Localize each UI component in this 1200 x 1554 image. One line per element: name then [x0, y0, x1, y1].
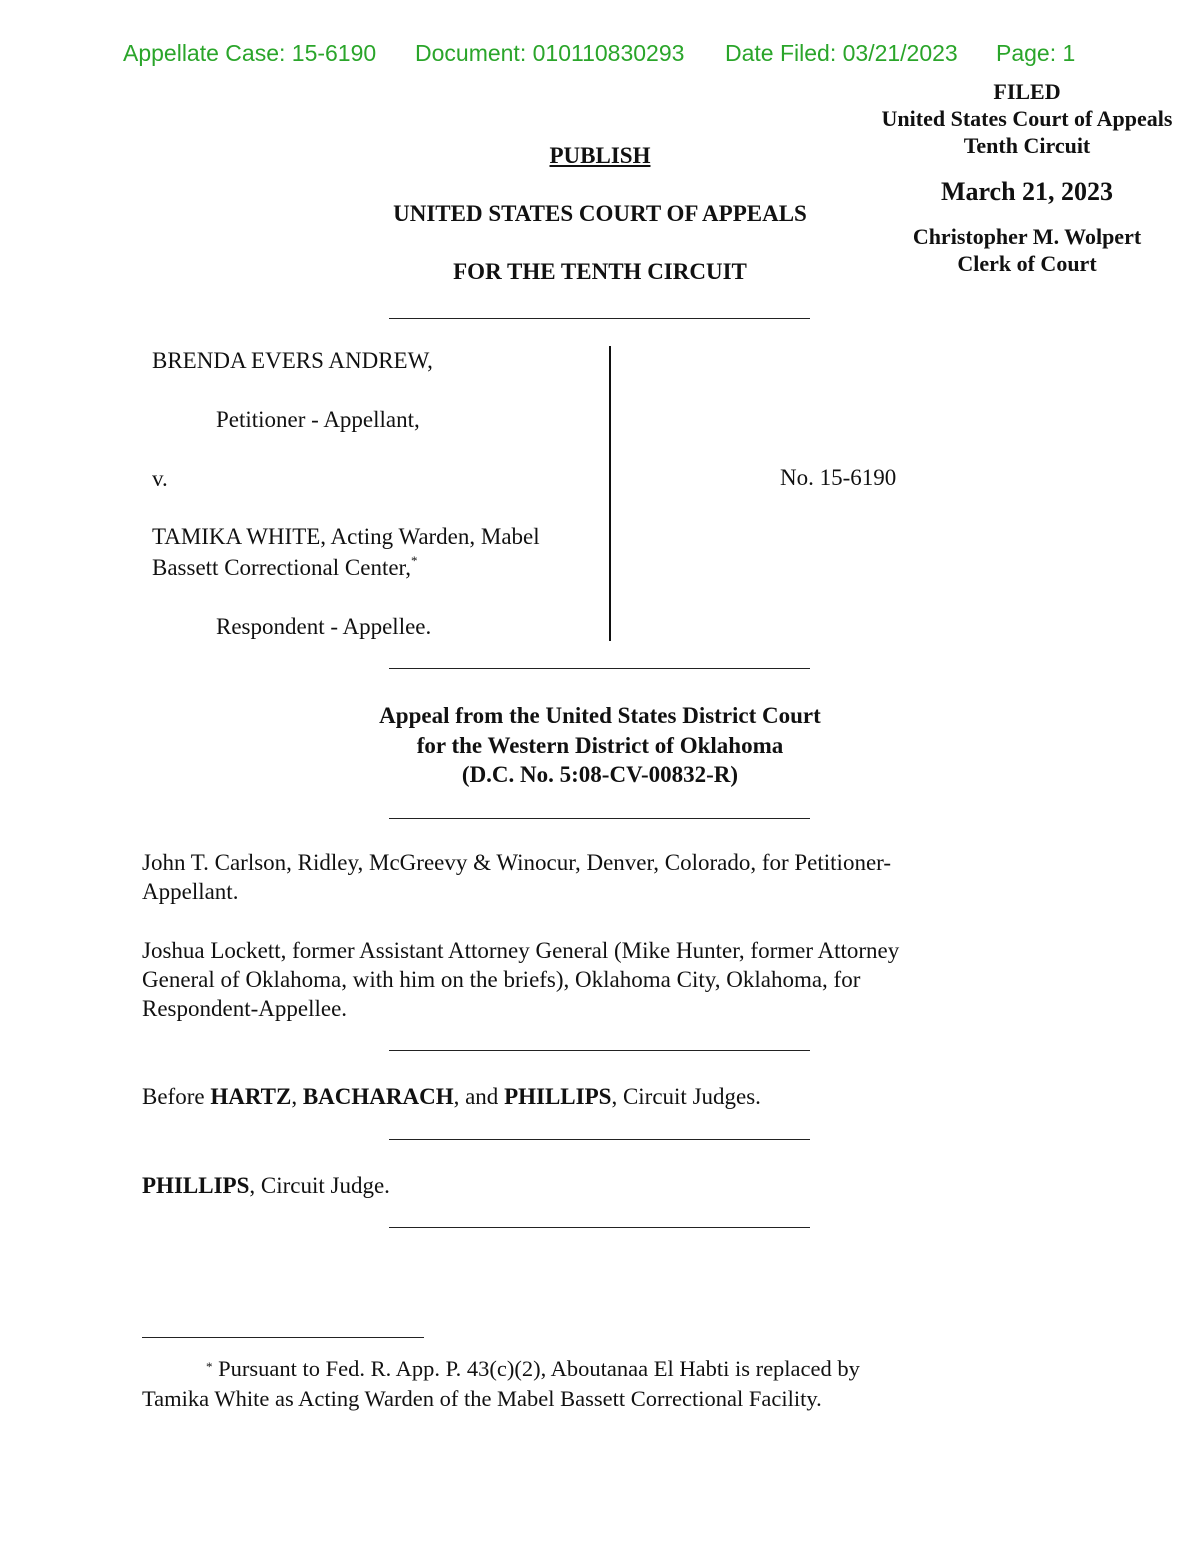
respondent-counsel-line3: Respondent-Appellee. [142, 996, 348, 1021]
filed-date: March 21, 2023 [940, 177, 1114, 206]
respondent-counsel-line1: Joshua Lockett, former Assistant Attorney General (Mike Hunter, former Attorney [142, 938, 900, 963]
judge-name: PHILLIPS [504, 1084, 612, 1109]
panel-suffix: , Circuit Judges. [611, 1084, 761, 1109]
appellate-case-number: Appellate Case: 15-6190 [123, 40, 377, 66]
circuit-heading: FOR THE TENTH CIRCUIT [453, 259, 747, 284]
publish-heading: PUBLISH [549, 143, 651, 168]
versus: v. [152, 466, 168, 491]
divider-rule [389, 1050, 810, 1051]
petitioner-counsel-line1: John T. Carlson, Ridley, McGreevy & Winocur, Denver, Colorado, for Petitioner- [142, 850, 892, 875]
divider-rule [389, 1139, 810, 1140]
respondent-role: Respondent - Appellee. [216, 614, 432, 639]
filed-court: United States Court of Appeals [881, 106, 1173, 131]
panel-separator: , [291, 1084, 303, 1109]
judge-name: HARTZ [210, 1084, 292, 1109]
clerk-name: Christopher M. Wolpert [912, 224, 1142, 249]
case-number: No. 15-6190 [780, 465, 897, 490]
divider-rule [389, 318, 810, 319]
date-filed: Date Filed: 03/21/2023 [725, 40, 958, 66]
filed-stamp-block [860, 78, 1194, 277]
respondent-name-text: Bassett Correctional Center, [152, 555, 412, 580]
petitioner-name: BRENDA EVERS ANDREW, [152, 348, 433, 373]
respondent-counsel-line2: General of Oklahoma, with him on the briefs), Oklahoma City, Oklahoma, for [142, 967, 861, 992]
appeal-line3: (D.C. No. 5:08-CV-00832-R) [461, 762, 739, 787]
footnote-mark: * [206, 1359, 213, 1374]
petitioner-counsel [142, 848, 891, 906]
page-number: Page: 1 [996, 40, 1076, 66]
appeal-block [0, 701, 1200, 790]
document-number: Document: 010110830293 [415, 40, 685, 66]
filed-label: FILED [993, 79, 1061, 104]
appeal-line1: Appeal from the United States District Court [379, 703, 821, 728]
opinion-author [142, 1171, 390, 1200]
respondent-counsel [142, 936, 899, 1023]
author-suffix: , Circuit Judge. [249, 1173, 390, 1198]
petitioner-role: Petitioner - Appellant, [216, 407, 420, 432]
divider-rule [389, 818, 810, 819]
court-heading: UNITED STATES COURT OF APPEALS [393, 201, 807, 226]
filed-circuit: Tenth Circuit [963, 133, 1091, 158]
panel-before: Before [142, 1084, 211, 1109]
divider-rule [389, 668, 810, 669]
respondent-name-line2 [152, 555, 418, 581]
footnote-rule [142, 1337, 424, 1338]
footnote-line2: Tamika White as Acting Warden of the Mabel Bassett Correctional Facility. [142, 1386, 822, 1411]
clerk-title: Clerk of Court [957, 251, 1097, 276]
respondent-name-line1: TAMIKA WHITE, Acting Warden, Mabel [152, 524, 540, 549]
divider-rule [389, 1227, 810, 1228]
caption-divider [609, 346, 611, 641]
panel-line [142, 1082, 761, 1111]
petitioner-counsel-line2: Appellant. [142, 879, 239, 904]
author-name: PHILLIPS [142, 1173, 250, 1198]
filing-stamp-header [0, 40, 1200, 72]
footnote-line1 [142, 1354, 1042, 1384]
footnote-reference: * [411, 553, 418, 568]
judge-name: BACHARACH [302, 1084, 454, 1109]
footnote-text: Pursuant to Fed. R. App. P. 43(c)(2), Aboutanaa El Habti is replaced by [212, 1356, 860, 1381]
panel-separator: , and [453, 1084, 505, 1109]
footnote [142, 1354, 1042, 1414]
appeal-line2: for the Western District of Oklahoma [416, 732, 784, 758]
